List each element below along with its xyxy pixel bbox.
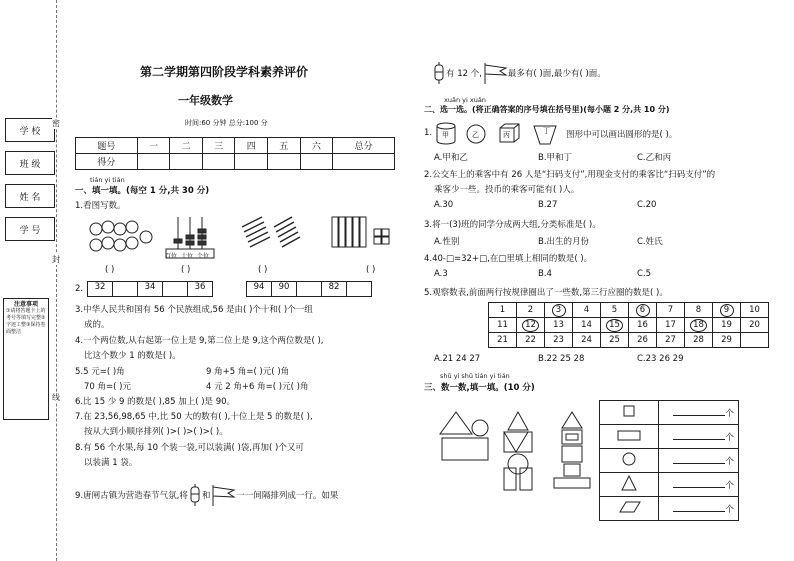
r-q2-text: 2.公交车上的乘客中有 26 人是“扫码支付”,用现金支付的乘客比“扫码支付”的: [424, 170, 716, 180]
q8-text: 8.有 56 个水果,每 10 个装一袋,可以装满( )袋,再加( )个又可: [75, 443, 304, 453]
q5-text-d: 4 元 2 角+6 角=( )元( )角: [206, 382, 309, 392]
q1-blank-3[interactable]: ( ): [258, 265, 268, 275]
q7-text: 7.在 23,56,98,65 中,比 50 大的数有( ),十位上是 5 的数是( ),: [75, 412, 313, 422]
r-q4-opt-b[interactable]: B.4: [538, 269, 552, 279]
r-q2-opt-c[interactable]: C.20: [637, 200, 657, 210]
q1-blank-1[interactable]: ( ): [105, 265, 115, 275]
r-q4-opt-a[interactable]: A.3: [434, 269, 448, 279]
q2-label: 2.: [75, 284, 84, 294]
abacus-label-ones: 个位: [197, 253, 210, 260]
school-field[interactable]: 学 校: [5, 118, 55, 142]
grid-cell: 29: [713, 333, 741, 348]
seq1-cell: 36: [188, 281, 213, 297]
grid-cell-circled: [685, 318, 713, 333]
score-head-0: 题号: [76, 138, 138, 154]
r-q2-opt-a[interactable]: A.30: [434, 200, 454, 210]
grid-cell-circled: [713, 303, 741, 318]
grid-cell: 19: [713, 318, 741, 333]
grid-cell: 2: [517, 303, 545, 318]
q2-sequence-2: [246, 281, 372, 297]
r-q2-text-b: 乘客少一些。投币的乘客可能有( )人。: [434, 185, 580, 195]
score-cell[interactable]: [235, 154, 268, 170]
r-q4-opt-c[interactable]: C.5: [637, 269, 652, 279]
r-q3-opt-b[interactable]: B.出生的月份: [538, 237, 590, 247]
grid-cell: 14: [573, 318, 601, 333]
name-field[interactable]: 姓 名: [5, 184, 55, 208]
sticks-bundles-picture: [242, 217, 300, 247]
time-score: 时间:60 分钟 总分:100 分: [185, 119, 268, 127]
grid-cell: [741, 333, 769, 348]
count-suffix: 个: [725, 408, 734, 419]
count-answer-cell[interactable]: [659, 473, 739, 497]
q3-text-b: 成的。: [84, 320, 110, 330]
cut-char-mi: 密: [52, 119, 60, 128]
r-q3-opt-c[interactable]: C.姓氏: [637, 237, 663, 247]
grid-value: 12: [522, 319, 539, 332]
count-answer-cell[interactable]: [659, 401, 739, 425]
count-suffix: 个: [725, 504, 734, 515]
q7-text-b: 按从大到小顺序排列( )>( )>( )>( )。: [84, 427, 228, 437]
seq1-cell-blank[interactable]: [163, 281, 188, 297]
count-table: [599, 400, 739, 521]
q4-text: 4.一个两位数,从右起第一位上是 9,第二位上是 9,这个两位数是( ),: [75, 336, 324, 346]
answer-line[interactable]: [673, 463, 725, 464]
cubes-picture: [332, 217, 389, 247]
score-head-6: 六: [300, 138, 333, 154]
page-subtitle: 一年级数学: [178, 94, 233, 107]
flag-icon: [482, 62, 508, 84]
score-head-2: 二: [170, 138, 203, 154]
grid-cell-circled: [629, 303, 657, 318]
abacus-label-hundreds: 百位: [165, 253, 178, 260]
grid-cell: 16: [629, 318, 657, 333]
cut-char-feng: 封: [52, 255, 60, 264]
grid-value: 15: [606, 319, 623, 332]
r-q5-opt-a[interactable]: A.21 24 27: [434, 354, 481, 364]
page-title: 第二学期第四阶段学科素养评价: [140, 65, 309, 79]
grid-cell-circled: [545, 303, 573, 318]
cut-line: [56, 0, 57, 561]
seq2-cell: 90: [272, 281, 297, 297]
count-answer-cell[interactable]: [659, 425, 739, 449]
r-q1-opt-a[interactable]: A.甲和乙: [434, 153, 468, 163]
score-cell[interactable]: [268, 154, 301, 170]
answer-line[interactable]: [673, 511, 725, 512]
score-head-5: 五: [268, 138, 301, 154]
score-cell[interactable]: [333, 154, 395, 170]
q3-text: 3.中华人民共和国有 56 个民族组成,56 是由( )个十和( )个一组: [75, 305, 313, 315]
rectangle-icon: [600, 425, 658, 445]
grid-cell: 10: [741, 303, 769, 318]
pinyin-2: xuǎn yi xuǎn: [444, 96, 486, 104]
seq2-cell: 94: [246, 281, 272, 297]
notes-title: 注意事项: [13, 301, 38, 308]
q5-text-a: 5.5 元=( )角: [75, 367, 125, 377]
solid-label-yi: 乙: [472, 131, 479, 139]
solid-label-jia: 甲: [442, 131, 449, 139]
grid-cell: 24: [573, 333, 601, 348]
grid-cell: 13: [545, 318, 573, 333]
grid-cell: 28: [685, 333, 713, 348]
r-q2-opt-b[interactable]: B.27: [538, 200, 558, 210]
lantern-icon: [432, 62, 446, 84]
r-top-line: [432, 62, 606, 84]
flower-bundles-picture: [90, 221, 152, 251]
count-answer-cell[interactable]: [659, 497, 739, 521]
section2-heading: 二、选一选。(将正确答案的序号填在括号里)(每小题 2 分,共 10 分): [424, 105, 670, 114]
square-icon: [600, 401, 658, 421]
shape-cell-circle: [600, 449, 659, 473]
seq2-cell-blank[interactable]: [297, 281, 322, 297]
r-q1-opt-c[interactable]: C.乙和丙: [637, 153, 672, 163]
score-table: [75, 137, 395, 170]
answer-line[interactable]: [673, 439, 725, 440]
q9-text-b: 和: [201, 491, 211, 501]
q9-text-c: 一一间隔排列成一行。如果: [236, 491, 339, 501]
student-id-field[interactable]: 学 号: [5, 217, 55, 241]
number-grid: [488, 302, 769, 348]
count-suffix: 个: [725, 480, 734, 491]
score-cell[interactable]: [300, 154, 333, 170]
r-top-text-a: 有 12 个,: [446, 69, 482, 79]
r-q4-text: 4.40-□=32+□,在□里填上相同的数是( )。: [424, 254, 593, 264]
grid-cell: 25: [601, 333, 629, 348]
lantern-icon: [188, 484, 202, 506]
grid-cell: 11: [489, 318, 517, 333]
r-q1-text: 图形中可以画出圆形的是( )。: [566, 130, 678, 140]
flag-icon: [210, 484, 236, 506]
cut-char-xian: 线: [52, 393, 60, 402]
score-row-label: 得分: [76, 154, 138, 170]
shape-cell-rectangle: [600, 425, 659, 449]
grid-cell: 7: [657, 303, 685, 318]
binding-sidebar: [0, 0, 58, 561]
pinyin-3: shǔ yi shǔ tián yi tián: [440, 372, 510, 380]
r-q5-text: 5.观察数表,前面两行按规律圈出了一些数,第三行应圈的数是( )。: [424, 288, 668, 298]
seq2-cell-blank[interactable]: [347, 281, 372, 297]
q1-pictures: [86, 215, 398, 267]
solid-label-ding: 丁: [543, 127, 550, 135]
count-answer-cell[interactable]: [659, 449, 739, 473]
q9-text-a: 9.唐闸古镇为营造春节气氛,将: [75, 491, 188, 501]
figure-3-tower: [554, 412, 590, 488]
seq1-cell: 32: [87, 281, 113, 297]
count-suffix: 个: [725, 456, 734, 467]
class-field[interactable]: 班 级: [5, 151, 55, 175]
r-q3-opt-a[interactable]: A.性别: [434, 237, 460, 247]
grid-cell: 8: [685, 303, 713, 318]
notes-text: ①请将答题卡上的考号等填写完整②字迹工整③保持卷面整洁: [6, 308, 46, 335]
grid-cell: 20: [741, 318, 769, 333]
block-figures: [434, 408, 594, 500]
notes-box: [3, 298, 49, 420]
grid-value: 6: [636, 304, 650, 317]
score-head-4: 四: [235, 138, 268, 154]
pinyin-1: tián yi tián: [90, 176, 125, 184]
q1-blank-2[interactable]: ( ): [181, 265, 191, 275]
figure-2-robot: [504, 412, 532, 490]
q2-sequence-1: [87, 281, 213, 297]
seq1-cell: 34: [138, 281, 163, 297]
r-q1-label: 1.: [424, 128, 433, 138]
section3-heading: 三、数一数,填一填。(10 分): [424, 383, 535, 393]
shape-cell-triangle: [600, 473, 659, 497]
grid-cell: 27: [657, 333, 685, 348]
grid-value: 9: [720, 304, 734, 317]
grid-cell: 23: [545, 333, 573, 348]
abacus-label-tens: 十位: [181, 253, 194, 260]
grid-cell: 21: [489, 333, 517, 348]
score-head-3: 三: [202, 138, 235, 154]
r-q3-text: 3.将一(3)班的同学分成两大组,分类标准是( )。: [424, 220, 601, 230]
grid-cell-circled: [517, 318, 545, 333]
grid-cell: 22: [517, 333, 545, 348]
r-top-text-b: 最多有( )面,最少有( )面。: [507, 69, 606, 79]
score-cell[interactable]: [137, 154, 170, 170]
triangle-icon: [600, 473, 658, 493]
solid-label-bing: 丙: [503, 131, 510, 139]
count-suffix: 个: [725, 432, 734, 443]
r-q1-opt-b[interactable]: B.甲和丁: [538, 153, 573, 163]
grid-cell-circled: [601, 318, 629, 333]
grid-value: 18: [690, 319, 707, 332]
grid-cell: 5: [601, 303, 629, 318]
grid-cell: 17: [657, 318, 685, 333]
figure-1-house: [440, 412, 488, 460]
shape-cell-parallelogram: [600, 497, 659, 521]
q4-text-b: 比这个数少 1 的数是( )。: [84, 351, 181, 361]
r-q5-opt-b[interactable]: B.22 25 28: [538, 354, 585, 364]
q1-blank-4[interactable]: ( ): [366, 265, 376, 275]
grid-cell: 4: [573, 303, 601, 318]
r-q5-opt-c[interactable]: C.23 26 29: [637, 354, 684, 364]
score-head-7: 总分: [333, 138, 395, 154]
score-cell[interactable]: [202, 154, 235, 170]
q8-text-b: 以装满 1 袋。: [84, 458, 138, 468]
q5-text-b: 9 角+5 角=( )元( )角: [206, 367, 290, 377]
section1-heading: 一、填一填。(每空 1 分,共 30 分): [75, 186, 210, 196]
grid-cell: 26: [629, 333, 657, 348]
grid-cell: 1: [489, 303, 517, 318]
answer-line[interactable]: [673, 415, 725, 416]
circle-icon: [600, 449, 658, 469]
score-cell[interactable]: [170, 154, 203, 170]
score-head-1: 一: [137, 138, 170, 154]
q6-text: 6.比 15 少 9 的数是( ),85 加上( )是 90。: [75, 397, 236, 407]
grid-value: 3: [552, 304, 566, 317]
q9-line: [75, 484, 338, 506]
answer-line[interactable]: [673, 487, 725, 488]
seq1-cell-blank[interactable]: [113, 281, 138, 297]
seq2-cell: 82: [322, 281, 347, 297]
parallelogram-icon: [600, 497, 658, 517]
abacus-labels: [165, 251, 209, 260]
q1-text: 1.看图写数。: [75, 201, 126, 211]
shape-cell-square: [600, 401, 659, 425]
q5-text-c: 70 角=( )元: [84, 382, 131, 392]
